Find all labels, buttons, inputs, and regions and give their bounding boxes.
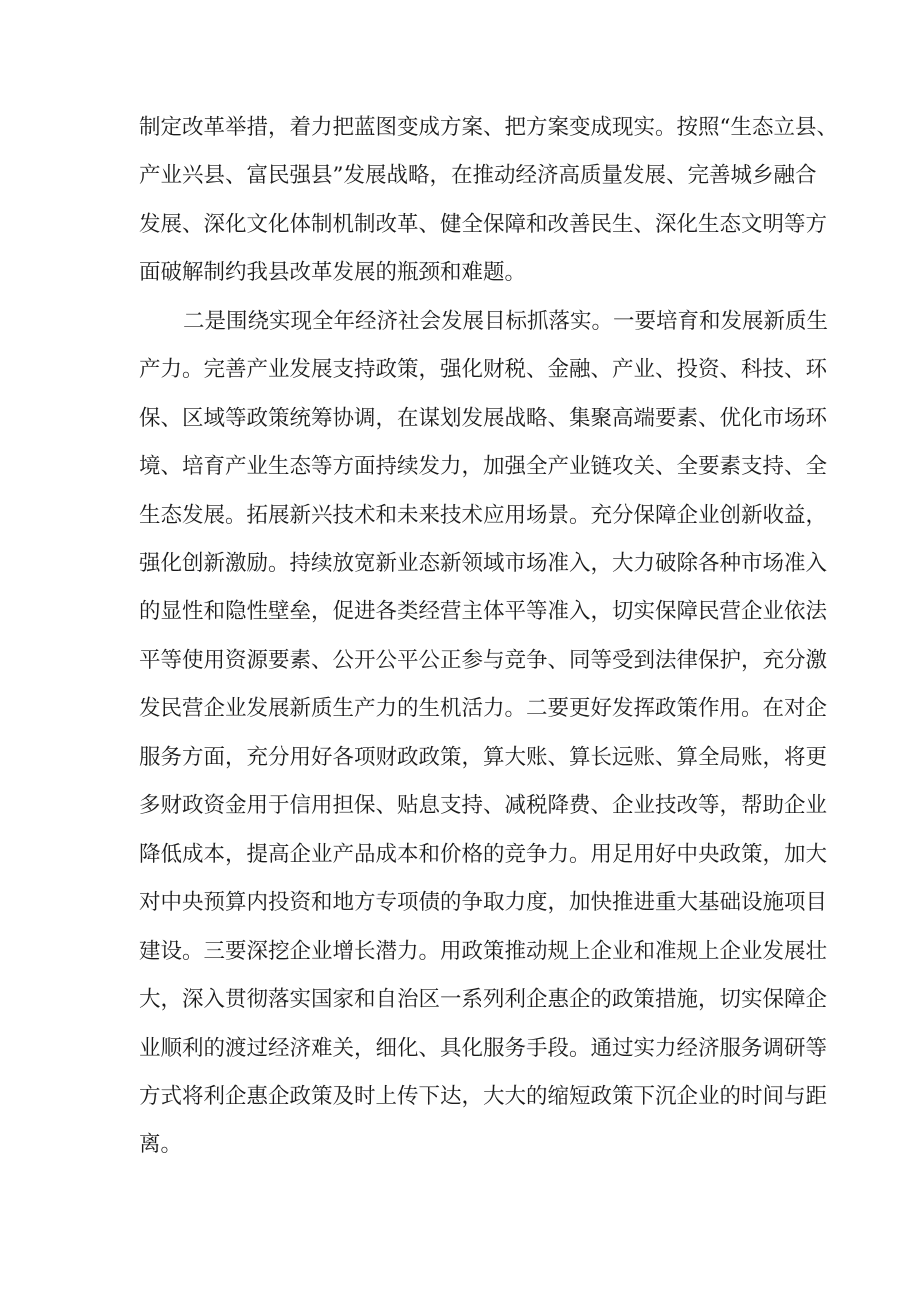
paragraph-2-line-1: 二是围绕实现全年经济社会发展目标抓落实。一要培育和发展新质生	[183, 309, 829, 334]
paragraph-2-line-3: 保、区域等政策统筹协调，在谋划发展战略、集聚高端要素、优化市场环	[139, 406, 828, 431]
paragraph-2-line-2: 产力。完善产业发展支持政策，强化财税、金融、产业、投资、科技、环	[139, 357, 828, 382]
paragraph-2-line-11: 多财政资金用于信用担保、贴息支持、减税降费、企业技改等，帮助企业	[139, 793, 828, 818]
paragraph-2-line-17: 方式将利企惠企政策及时上传下达，大大的缩短政策下沉企业的时间与距	[139, 1084, 828, 1109]
paragraph-2-line-16: 业顺利的渡过经济难关，细化、具化服务手段。通过实力经济服务调研等	[139, 1036, 828, 1061]
paragraph-2-line-9: 发民营企业发展新质生产力的生机活力。二要更好发挥政策作用。在对企	[139, 696, 828, 721]
paragraph-2-line-12: 降低成本，提高企业产品成本和价格的竞争力。用足用好中央政策，加大	[139, 842, 828, 867]
paragraph-2-line-6: 强化创新激励。持续放宽新业态新领域市场准入，大力破除各种市场准入	[139, 551, 828, 576]
paragraph-2-line-14: 建设。三要深挖企业增长潜力。用政策推动规上企业和准规上企业发展壮	[139, 939, 828, 964]
paragraph-1-line-2: 产业兴县、富民强县”发展战略，在推动经济高质量发展、完善城乡融合	[139, 163, 817, 188]
paragraph-2-line-5: 生态发展。拓展新兴技术和未来技术应用场景。充分保障企业创新收益，	[139, 503, 828, 528]
paragraph-1-line-1: 制定改革举措，着力把蓝图变成方案、把方案变成现实。按照“生态立县、	[139, 115, 838, 140]
paragraph-2-line-10: 服务方面，充分用好各项财政政策，算大账、算长远账、算全局账，将更	[139, 745, 828, 770]
paragraph-2-line-18: 离。	[139, 1132, 183, 1157]
paragraph-1-line-3: 发展、深化文化体制机制改革、健全保障和改善民生、深化生态文明等方	[139, 212, 828, 237]
paragraph-2-line-13: 对中央预算内投资和地方专项债的争取力度，加快推进重大基础设施项目	[139, 890, 828, 915]
paragraph-2-line-8: 平等使用资源要素、公开公平公正参与竞争、同等受到法律保护，充分激	[139, 648, 828, 673]
paragraph-2-line-15: 大，深入贯彻落实国家和自治区一系列利企惠企的政策措施，切实保障企	[139, 987, 828, 1012]
paragraph-2-line-4: 境、培育产业生态等方面持续发力，加强全产业链攻关、全要素支持、全	[139, 454, 828, 479]
paragraph-1-line-4: 面破解制约我县改革发展的瓶颈和难题。	[139, 260, 527, 285]
paragraph-2-line-7: 的显性和隐性壁垒，促进各类经营主体平等准入，切实保障民营企业依法	[139, 599, 828, 624]
